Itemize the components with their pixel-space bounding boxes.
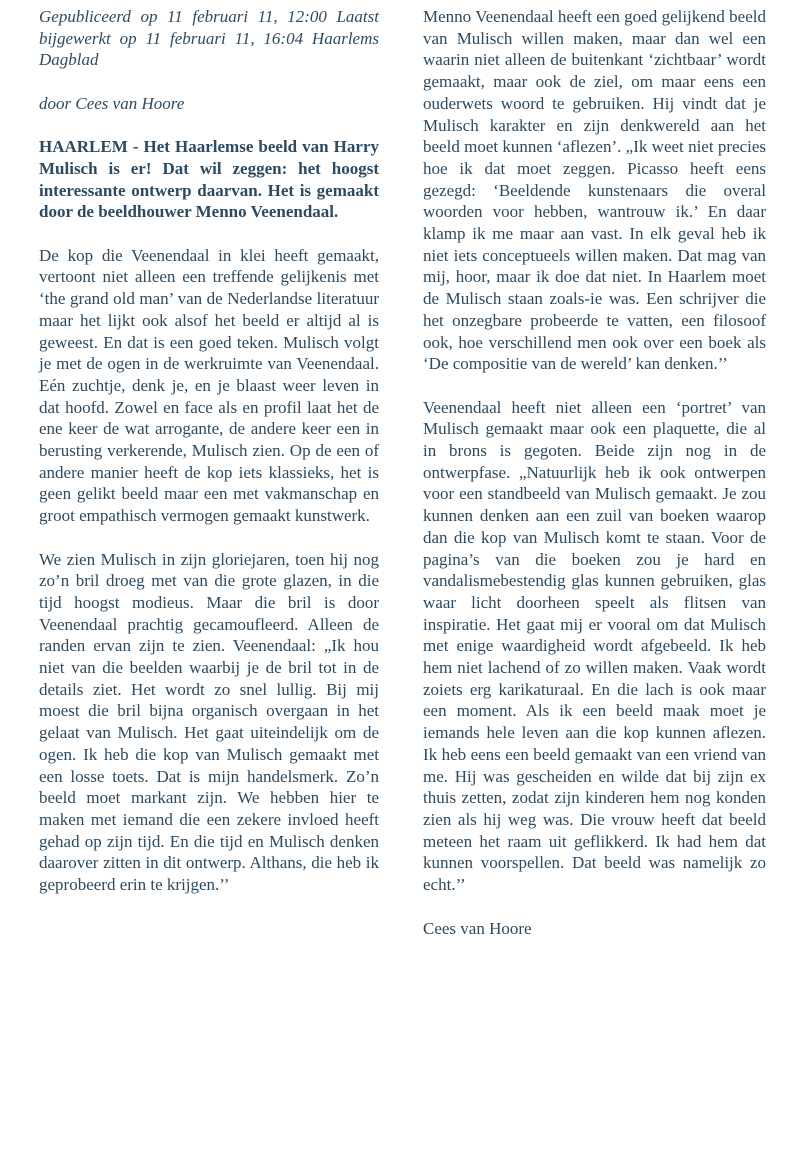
right-column [423, 6, 766, 961]
left-column [39, 6, 379, 917]
byline: door Cees van Hoore [39, 93, 185, 113]
body-paragraph: De kop die Veenendaal in klei heeft gemaakt, vertoont niet alleen een treffende gelijkenis met ‘the grand old man’ van de Nederlandse literatuur maar het lijkt ook alsof het beeld er altijd al is geweest. En dat is een goed teken. Mulisch volgt je met de ogen in de werkruimte van Veenendaal. Eén zuchtje, denk je, en je blaast weer leven in dat hoofd. Zowel en face als en profil laat het de ene keer de wat arrogante, de andere keer een in berusting verkerende, Mulisch zien. Op de een of andere manier heeft de kop iets klassieks, het is geen gelikt beeld maar een met vakmanschap en groot empathisch vermogen gemaakt kunstwerk. [39, 245, 379, 526]
body-paragraph: Veenendaal heeft niet alleen een ‘portret’ van Mulisch gemaakt maar ook een plaquette, die al in brons is gegoten. Beide zijn nog in de ontwerpfase. „Natuurlijk heb ik ook ontwerpen voor een standbeeld van Mulisch gemaakt. Je zou kunnen denken aan een zuil van boeken waarop dan die kop van Mulisch komt te staan. Voor de pagina’s van die boeken zou je hard en vandalismebestendig glas kunnen gebruiken, glas waar licht doorheen speelt als flitsen van inspiratie. Het gaat mij er vooral om dat Mulisch met enige waardigheid wordt afgebeeld. Ik heb hem niet lachend of zo willen maken. Vaak wordt zoiets erg karikaturaal. En die lach is ook maar een moment. Als ik een beeld maak moet je iemands hele leven aan die kop kunnen aflezen. Ik heb eens een beeld gemaakt van een vriend van me. Hij was gescheiden en wilde dat bij zijn ex thuis zetten, zodat zijn kinderen hem nog konden zien als hij weg was. Die vrouw heeft dat beeld meteen het raam uit geflikkerd. Ik had hem dat kunnen voorspellen. Dat beeld was namelijk zo echt.’’ [423, 397, 766, 895]
author-signature: Cees van Hoore [423, 918, 532, 938]
lead-paragraph: HAARLEM - Het Haarlemse beeld van Harry Mulisch is er! Dat wil zeggen: het hoogst interessante ontwerp daarvan. Het is gemaakt door de beeldhouwer Menno Veenendaal. [39, 137, 379, 222]
publication-meta: Gepubliceerd op 11 februari 11, 12:00 Laatst bijgewerkt op 11 februari 11, 16:04 Haarlems Dagblad [39, 7, 379, 70]
body-paragraph: We zien Mulisch in zijn gloriejaren, toen hij nog zo’n bril droeg met van die grote glazen, in die tijd hoogst modieus. Maar die bril is door Veenendaal prachtig gecamoufleerd. Alleen de randen ervan zijn te zien. Veenendaal: „Ik hou niet van die beelden waarbij je de bril tot in de details ziet. Het wordt zo snel lullig. Bij mij moest die bril bijna organisch overgaan in het gelaat van Mulisch. Het gaat uiteindelijk om de ogen. Ik heb die kop van Mulisch gemaakt met een losse toets. Dat is mijn handelsmerk. Zo’n beeld moet markant zijn. We hebben hier te maken met iemand die een zekere invloed heeft gehad op zijn tijd. En die tijd en Mulisch denken daarover zitten in dit ontwerp. Althans, die heb ik geprobeerd erin te krijgen.’’ [39, 549, 379, 895]
body-paragraph: Menno Veenendaal heeft een goed gelijkend beeld van Mulisch willen maken, maar dan wel een waarin niet alleen de buitenkant ‘zichtbaar’ wordt gemaakt, maar ook de ziel, om maar eens een ouderwets woord te gebruiken. Hij vindt dat je Mulisch karakter en zijn denkwereld aan het beeld moet kunnen ‘aflezen’. „Ik weet niet precies hoe ik dat moet zeggen. Picasso heeft eens gezegd: ‘Beeldende kunstenaars die overal woorden voor hebben, wantrouw ik.’ En daar klamp ik me maar aan vast. In elk geval heb ik niet iets conceptueels willen maken. Dat mag van mij, hoor, maar ik doe dat niet. In Haarlem moet de Mulisch staan zoals-ie was. Een schrijver die het onzegbare probeerde te vatten, een filosoof ook, hoe verschillend men ook over een boek als ‘De compositie van de wereld’ kan denken.’’ [423, 7, 766, 374]
